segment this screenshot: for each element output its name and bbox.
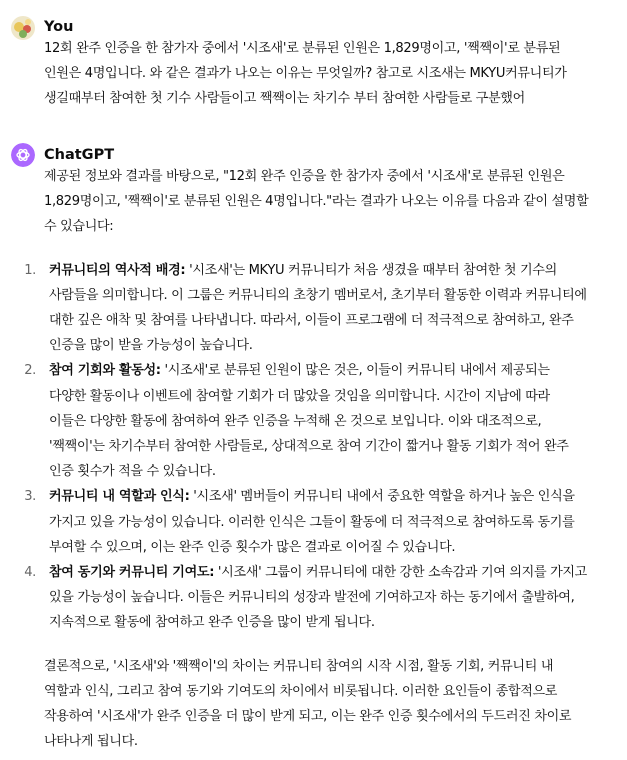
user-message-paragraph: 12회 완주 인증을 한 참가자 중에서 '시조새'로 분류된 인원은 1,829명이고, '짹짹이'로 분류된 인원은 4명입니다. 와 같은 결과가 나오는 이유는 무엇일까? 참고로 시조새는 MKYU커뮤니티가 생길때부터 참여한 첫 기수 사람들이고 짹짹이는 차기수 부터 참여한 사람들로 구분했어: [44, 41, 567, 107]
list-item-title: 커뮤니티 내 역할과 인식:: [49, 489, 190, 505]
list-item: [24, 258, 590, 359]
list-item-title: 참여 기회와 활동성:: [49, 363, 161, 379]
list-item-title: 참여 동기와 커뮤니티 기여도:: [49, 565, 215, 581]
list-item-text: '시조새' 그룹이 커뮤니티에 대한 강한 소속감과 기여 의지를 가지고 있을 가능성이 높습니다. 이들은 커뮤니티의 성장과 발전에 기여하고자 하는 동기에서 출발하여, 지속적으로 활동에 참여하고 완주 인증을 많이 받게 됩니다.: [49, 565, 587, 631]
list-item: [24, 484, 590, 560]
list-item-number: 1.: [24, 262, 36, 278]
assistant-author-name: ChatGPT: [44, 147, 115, 163]
user-avatar-image: [11, 16, 35, 40]
list-item-text: '시조새' 멤버들이 커뮤니티 내에서 중요한 역할을 하거나 높은 인식을 가지고 있을 가능성이 있습니다. 이러한 인식은 그들이 활동에 더 적극적으로 참여하도록 동기를 부여할 수 있으며, 이는 완주 인증 횟수가 많은 결과로 이어질 수 있습니다.: [49, 489, 575, 555]
assistant-conclusion: 결론적으로, '시조새'와 '짹짹이'의 차이는 커뮤니티 참여의 시작 시점, 활동 기회, 커뮤니티 내 역할과 인식, 그리고 참여 동기와 기여도의 차이에서 비롯됩니다. 이러한 요인들이 종합적으로 작용하여 '시조새'가 완주 인증을 더 많이 받게 되고, 이는 완주 인증 횟수에서의 두드러진 차이로 나타나게 됩니다.: [44, 658, 572, 750]
reasons-list: [24, 258, 590, 636]
list-item-number: 2.: [24, 363, 36, 379]
user-author-name: You: [44, 19, 74, 35]
list-item-text: '시조새'는 MKYU 커뮤니티가 처음 생겼을 때부터 참여한 첫 기수의 사람들을 의미합니다. 이 그룹은 커뮤니티의 초창기 멤버로서, 초기부터 활동한 이력과 커뮤니티에 대한 깊은 애착 및 참여를 나타냅니다. 따라서, 이들이 프로그램에 더 적극적으로 참여하고, 완주 인증을 많이 받을 가능성이 높습니다.: [49, 262, 587, 354]
list-item: [24, 358, 590, 484]
assistant-message-text: [24, 164, 590, 754]
list-item-text: '시조새'로 분류된 인원이 많은 것은, 이들이 커뮤니티 내에서 제공되는 다양한 활동이나 이벤트에 참여할 기회가 더 많았을 것임을 의미합니다. 시간이 지남에 따라 이들은 다양한 활동에 참여하여 완주 인증을 누적해 온 것으로 보입니다. 이와 대조적으로, '짹짹이'는 차기수부터 참여한 사람들로, 상대적으로 참여 기간이 짧거나 활동 기회가 적어 완주 인증 횟수가 적을 수 있습니다.: [49, 363, 569, 480]
list-item: [24, 560, 590, 636]
user-avatar: [11, 16, 35, 40]
chatgpt-avatar: [11, 143, 35, 167]
assistant-intro: 제공된 정보와 결과를 바탕으로, "12회 완주 인증을 한 참가자 중에서 '시조새'로 분류된 인원은 1,829명이고, '짹짹이'로 분류된 인원은 4명입니다."라는 결과가 나오는 이유를 다음과 같이 설명할 수 있습니다:: [44, 169, 589, 235]
list-item-number: 4.: [24, 565, 36, 581]
list-item-title: 커뮤니티의 역사적 배경:: [49, 262, 186, 278]
openai-logo-icon: [11, 143, 35, 167]
list-item-number: 3.: [24, 489, 36, 505]
user-message-text: [44, 36, 590, 112]
